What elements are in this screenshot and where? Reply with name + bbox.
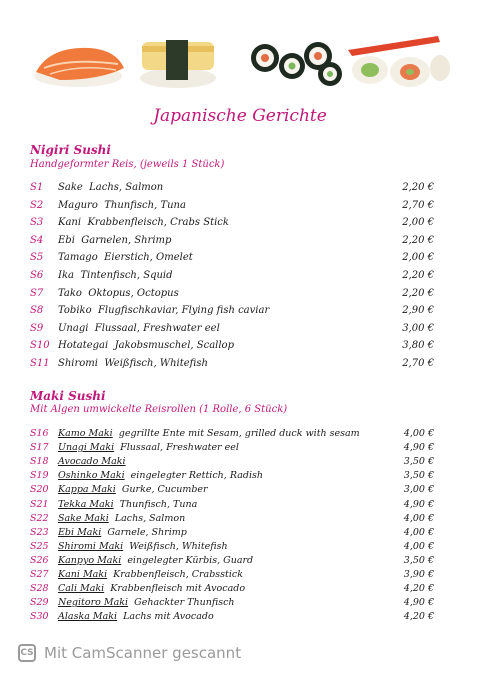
item-name — [58, 513, 185, 524]
item-name — [58, 288, 179, 299]
item-description: Tintenfisch, Squid — [80, 270, 173, 281]
item-code: S2 — [30, 199, 44, 211]
item-code: S29 — [30, 597, 49, 609]
item-price: 3,50 € — [403, 554, 434, 566]
item-description: Weißfisch, Whitefish — [129, 540, 228, 552]
item-dish-name: Negitoro Maki — [58, 597, 129, 609]
item-code: S5 — [30, 252, 44, 264]
item-price: 2,70 € — [402, 358, 434, 369]
item-description: Garnele, Shrimp — [107, 526, 187, 538]
item-code: S6 — [30, 270, 44, 281]
item-price: 3,00 € — [403, 484, 434, 496]
item-dish-name: Kani Maki — [58, 569, 108, 580]
item-dish-name: Kamo Maki — [58, 428, 113, 439]
item-price: 2,20 € — [402, 270, 434, 281]
item-name — [58, 583, 245, 594]
item-price: 4,00 € — [403, 428, 434, 439]
menu-item-row — [0, 358, 480, 374]
sushi-photos-image — [30, 28, 450, 92]
item-name — [58, 235, 171, 246]
item-dish-name: Maguro — [58, 199, 98, 211]
item-description: Gehackter Thunfisch — [134, 597, 235, 609]
item-dish-name: Hotategai — [58, 340, 109, 352]
item-description: Gurke, Cucumber — [121, 484, 208, 496]
item-dish-name: Ebi — [58, 234, 75, 246]
menu-item-row — [0, 182, 480, 198]
item-price: 4,00 € — [403, 526, 434, 538]
item-dish-name: Shiromi — [58, 358, 98, 369]
item-code: S30 — [30, 611, 49, 623]
menu-item-row — [0, 252, 480, 268]
tamago-nigiri-photo — [140, 40, 216, 88]
item-code: S28 — [30, 583, 49, 595]
item-dish-name: Kani — [58, 217, 82, 229]
item-description: Thunfisch, Tuna — [119, 498, 198, 510]
menu-item-row — [0, 217, 480, 233]
item-name — [58, 541, 228, 552]
item-price: 3,50 € — [403, 456, 434, 468]
item-dish-name: Ika — [58, 270, 74, 281]
item-code: S22 — [30, 512, 49, 524]
item-code: S19 — [30, 470, 49, 482]
menu-item-row — [0, 340, 480, 356]
item-description: Flussaal, Freshwater eel — [94, 322, 220, 334]
item-price: 2,00 € — [402, 217, 434, 229]
item-price: 4,90 € — [403, 597, 434, 609]
item-code: S3 — [30, 217, 44, 229]
item-description: Krabbenfleisch, Crabs Stick — [87, 217, 229, 229]
menu-item-row — [0, 323, 480, 339]
item-dish-name: Avocado Maki — [58, 456, 126, 468]
item-name — [58, 252, 193, 263]
item-description: Thunfisch, Tuna — [104, 199, 186, 211]
item-price: 4,20 € — [403, 583, 434, 595]
item-description: Lachs mit Avocado — [123, 611, 214, 623]
item-dish-name: Tobiko — [58, 305, 92, 317]
item-code: S21 — [30, 498, 49, 510]
item-code: S7 — [30, 287, 44, 299]
menu-item-row — [0, 305, 480, 321]
item-price: 4,90 € — [403, 498, 434, 510]
item-price: 2,90 € — [402, 305, 434, 317]
item-description: Oktopus, Octopus — [88, 287, 179, 299]
item-price: 3,50 € — [403, 470, 434, 482]
watermark-text: Mit CamScanner gescannt — [44, 644, 242, 662]
item-code: S17 — [30, 442, 49, 454]
item-price: 3,00 € — [402, 322, 434, 334]
item-name — [58, 484, 208, 495]
menu-item-row — [0, 270, 480, 286]
item-name — [58, 499, 197, 510]
item-price: 2,20 € — [402, 182, 434, 193]
item-description: gegrillte Ente mit Sesam, grilled duck with sesam — [118, 428, 360, 439]
item-price: 3,80 € — [402, 340, 434, 352]
nigiri-heading: Nigiri Sushi — [30, 143, 111, 157]
item-dish-name: Unagi Maki — [58, 442, 115, 454]
item-code: S26 — [30, 554, 49, 566]
item-description: Jakobsmuschel, Scallop — [114, 340, 234, 352]
maki-rolls-photo — [251, 42, 342, 86]
item-dish-name: Shiromi Maki — [58, 540, 124, 552]
item-code: S11 — [30, 358, 50, 369]
item-name — [58, 555, 253, 566]
item-name — [58, 611, 214, 622]
item-description: Krabbenfleisch, Crabsstick — [113, 569, 243, 580]
item-dish-name: Tekka Maki — [58, 498, 114, 510]
maki-heading: Maki Sushi — [30, 389, 106, 403]
item-dish-name: Oshinko Maki — [58, 470, 125, 482]
item-name — [58, 270, 173, 281]
item-price: 2,20 € — [402, 234, 434, 246]
item-dish-name: Kappa Maki — [58, 484, 116, 496]
item-description: eingelegter Rettich, Radish — [130, 470, 263, 482]
item-price: 4,00 € — [403, 540, 434, 552]
item-description: Flugfischkaviar, Flying fish caviar — [97, 305, 270, 317]
california-rolls-photo — [348, 36, 450, 87]
item-name — [58, 217, 229, 228]
item-name — [58, 456, 132, 467]
item-dish-name: Unagi — [58, 322, 89, 334]
item-name — [58, 340, 234, 351]
salmon-nigiri-photo — [34, 48, 124, 87]
item-description: eingelegter Kürbis, Guard — [127, 554, 254, 566]
item-dish-name: Ebi Maki — [58, 526, 102, 538]
item-price: 4,90 € — [403, 442, 434, 454]
item-price: 2,70 € — [402, 199, 434, 211]
item-price: 4,00 € — [403, 512, 434, 524]
menu-item-row — [0, 235, 480, 251]
nigiri-subheading: Handgeformter Reis, (jeweils 1 Stück) — [30, 159, 225, 170]
item-name — [58, 470, 263, 481]
item-name — [58, 323, 220, 334]
item-price: 3,90 € — [403, 569, 434, 580]
item-code: S4 — [30, 234, 44, 246]
item-code: S9 — [30, 322, 44, 334]
item-name — [58, 428, 360, 439]
maki-subheading: Mit Algen umwickelte Reisrollen (1 Rolle, 6 Stück) — [30, 404, 288, 415]
item-dish-name: Tamago — [58, 252, 98, 264]
item-dish-name: Kanpyo Maki — [58, 554, 122, 566]
item-name — [58, 569, 243, 580]
item-price: 2,00 € — [402, 252, 434, 264]
camscanner-logo-icon: CS — [18, 644, 36, 662]
item-code: S8 — [30, 305, 44, 317]
item-dish-name: Cali Maki — [58, 583, 105, 595]
camscanner-watermark — [18, 642, 241, 664]
item-code: S27 — [30, 569, 49, 580]
item-description: Eierstich, Omelet — [104, 252, 193, 264]
item-name — [58, 527, 187, 538]
menu-item-row — [0, 288, 480, 304]
item-dish-name: Tako — [58, 287, 82, 299]
item-code: S1 — [30, 182, 44, 193]
item-code: S18 — [30, 456, 49, 468]
item-name — [58, 597, 235, 608]
sushi-photo-banner — [30, 28, 450, 92]
item-name — [58, 200, 186, 211]
menu-item-row — [0, 200, 480, 216]
item-description: Garnelen, Shrimp — [81, 234, 172, 246]
item-name — [58, 358, 208, 369]
item-dish-name: Sake Maki — [58, 512, 109, 524]
item-name — [58, 305, 269, 316]
item-description: Lachs, Salmon — [89, 182, 164, 193]
page-title: Japanische Gerichte — [153, 106, 327, 126]
item-code: S16 — [30, 428, 49, 439]
item-description: Weißfisch, Whitefish — [104, 358, 208, 369]
item-description: Flussaal, Freshwater eel — [120, 442, 239, 454]
item-code: S10 — [30, 340, 50, 352]
item-dish-name: Sake — [58, 182, 83, 193]
item-name — [58, 182, 163, 193]
item-price: 2,20 € — [402, 287, 434, 299]
item-name — [58, 442, 239, 453]
item-description: Lachs, Salmon — [114, 512, 186, 524]
item-description: Krabbenfleisch mit Avocado — [110, 583, 246, 595]
item-dish-name: Alaska Maki — [58, 611, 118, 623]
menu-item-row — [0, 611, 480, 627]
item-price: 4,20 € — [403, 611, 434, 623]
item-code: S23 — [30, 526, 49, 538]
item-code: S25 — [30, 540, 49, 552]
item-code: S20 — [30, 484, 49, 496]
